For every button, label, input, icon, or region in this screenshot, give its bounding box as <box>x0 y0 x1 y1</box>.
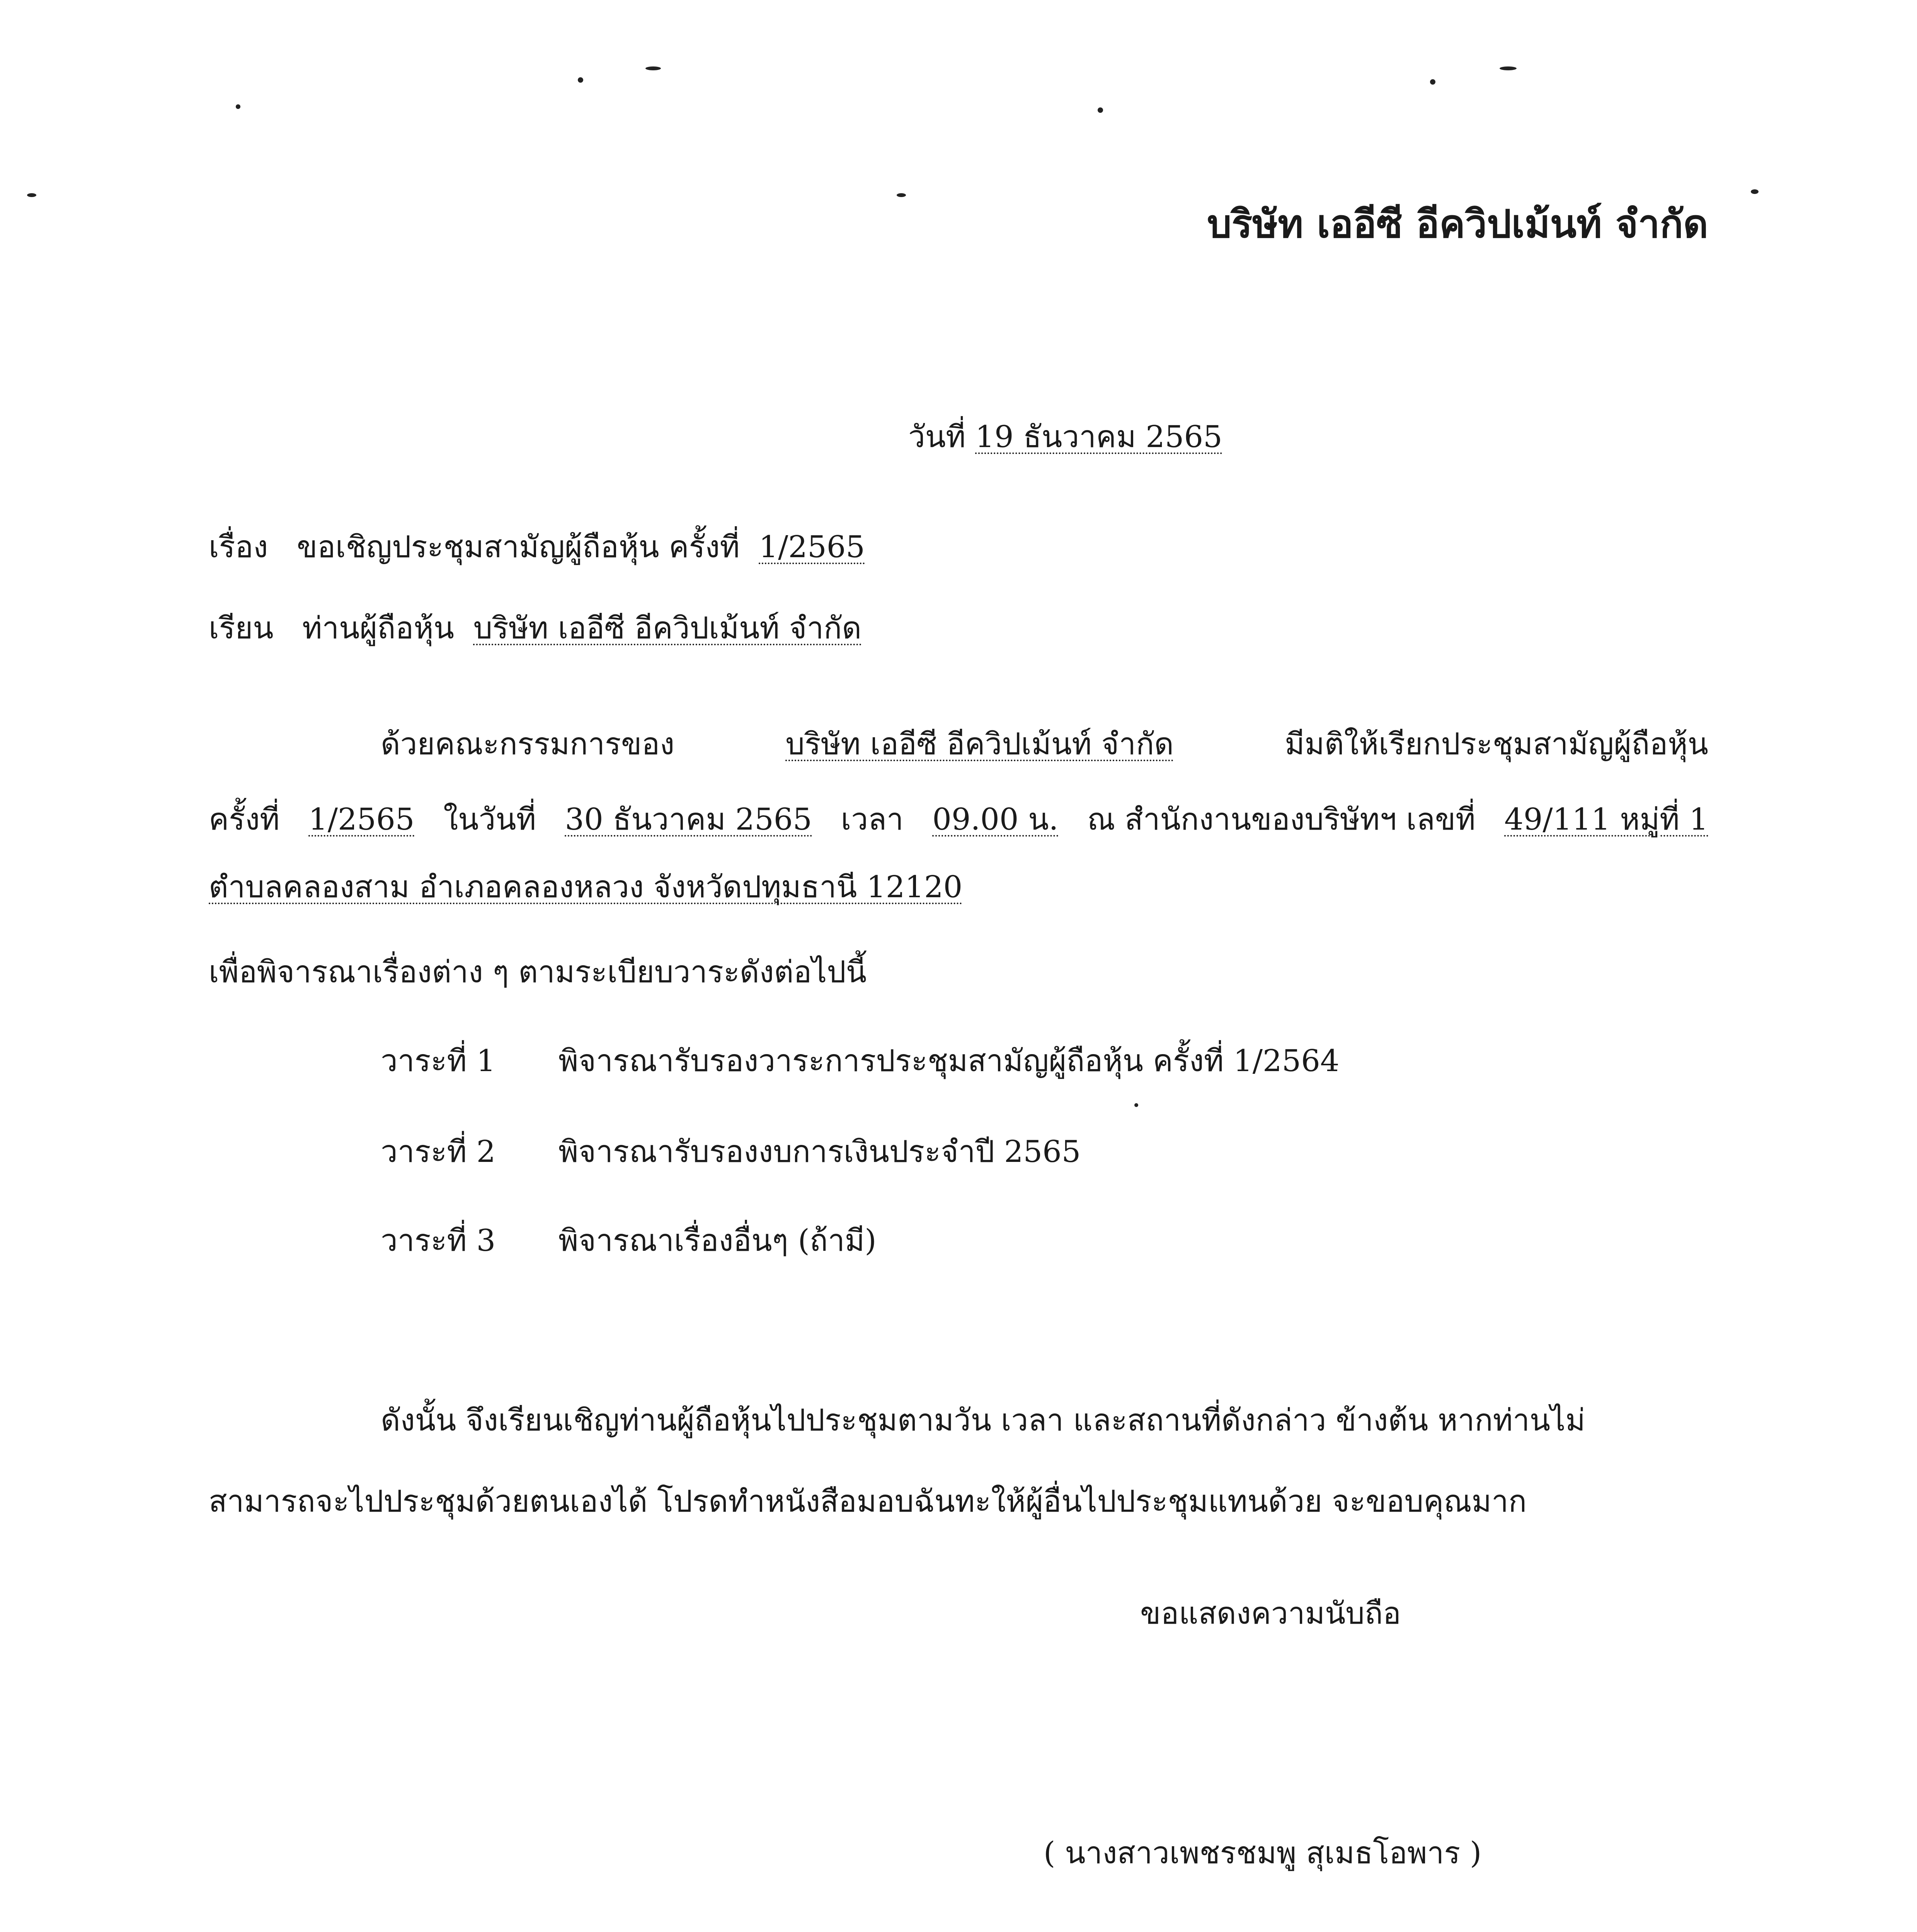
date-value: 19 ธันวาคม 2565 <box>975 420 1222 454</box>
p1-text-c: ครั้งที่ <box>209 802 280 837</box>
agenda-text: พิจารณารับรองวาระการประชุมสามัญผู้ถือหุ้น ครั้งที่ 1/2564 <box>558 1044 1340 1078</box>
scan-speck <box>1500 66 1517 70</box>
p1-text-e: เวลา <box>841 802 904 837</box>
p1-address-number: 49/111 หมู่ที่ 1 <box>1504 802 1708 837</box>
scan-speck <box>1134 1103 1138 1107</box>
agenda-intro: เพื่อพิจารณาเรื่องต่าง ๆ ตามระเบียบวาระดังต่อไปนี้ <box>209 955 867 990</box>
scan-speck <box>897 193 906 197</box>
closing-regards: ขอแสดงความนับถือ <box>1140 1596 1401 1631</box>
p1-company: บริษัท เออีซี อีควิปเม้นท์ จำกัด <box>785 727 1174 762</box>
agenda-number: วาระที่ 1 <box>381 1044 496 1078</box>
scan-speck <box>645 66 661 70</box>
recipient-company: บริษัท เออีซี อีควิปเม้นท์ จำกัด <box>473 611 862 646</box>
agenda-text: พิจารณารับรองงบการเงินประจำปี 2565 <box>558 1134 1081 1169</box>
agenda-item <box>0 1134 1917 1177</box>
scan-speck <box>578 77 583 83</box>
p1-meeting-number: 1/2565 <box>308 802 415 837</box>
p1-meeting-time: 09.00 น. <box>932 802 1059 837</box>
subject-label: เรื่อง <box>209 530 268 565</box>
letter-date <box>908 419 1222 456</box>
agenda-number: วาระที่ 3 <box>381 1223 496 1258</box>
signatory-name: ( นางสาวเพชรชมพู สุเมธโอพาร ) <box>1044 1836 1482 1871</box>
paragraph-1-line-3 <box>209 869 962 906</box>
subject-number: 1/2565 <box>759 530 865 565</box>
agenda-item <box>0 1043 1917 1086</box>
scan-speck <box>1098 107 1103 113</box>
subject-line <box>209 529 865 566</box>
agenda-number: วาระที่ 2 <box>381 1134 496 1169</box>
date-label: วันที่ <box>908 420 966 454</box>
recipient-label: เรียน <box>209 611 274 646</box>
p1-meeting-date: 30 ธันวาคม 2565 <box>565 802 812 837</box>
paragraph-1-line-2 <box>209 802 1708 838</box>
recipient-text: ท่านผู้ถือหุ้น <box>302 611 455 646</box>
paragraph-2-line-1: ดังนั้น จึงเรียนเชิญท่านผู้ถือหุ้นไปประชุมตามวัน เวลา และสถานที่ดังกล่าว ข้างต้น หากท่านไม่ <box>381 1403 1585 1438</box>
p1-text-b: มีมติให้เรียกประชุมสามัญผู้ถือหุ้น <box>1285 727 1708 762</box>
company-header: บริษัท เออีซี อีควิปเม้นท์ จำกัด <box>1207 201 1708 247</box>
agenda-item <box>0 1223 1917 1265</box>
scan-speck <box>236 104 240 109</box>
scan-speck <box>1430 79 1435 85</box>
p1-text-a: ด้วยคณะกรรมการของ <box>381 727 675 762</box>
scan-speck <box>1751 189 1759 194</box>
paragraph-2-line-2: สามารถจะไปประชุมด้วยตนเองได้ โปรดทำหนังสือมอบฉันทะให้ผู้อื่นไปประชุมแทนด้วย จะขอบคุณมาก <box>209 1484 1527 1519</box>
subject-text: ขอเชิญประชุมสามัญผู้ถือหุ้น ครั้งที่ <box>296 530 740 565</box>
p1-text-f: ณ สำนักงานของบริษัทฯ เลขที่ <box>1087 802 1476 837</box>
p1-text-d: ในวันที่ <box>443 802 536 837</box>
scan-speck <box>27 193 36 197</box>
paragraph-1-line-1 <box>381 726 1708 763</box>
agenda-text: พิจารณาเรื่องอื่นๆ (ถ้ามี) <box>558 1223 877 1258</box>
p1-address: ตำบลคลองสาม อำเภอคลองหลวง จังหวัดปทุมธานี 12120 <box>209 870 963 905</box>
recipient-line <box>209 611 861 647</box>
